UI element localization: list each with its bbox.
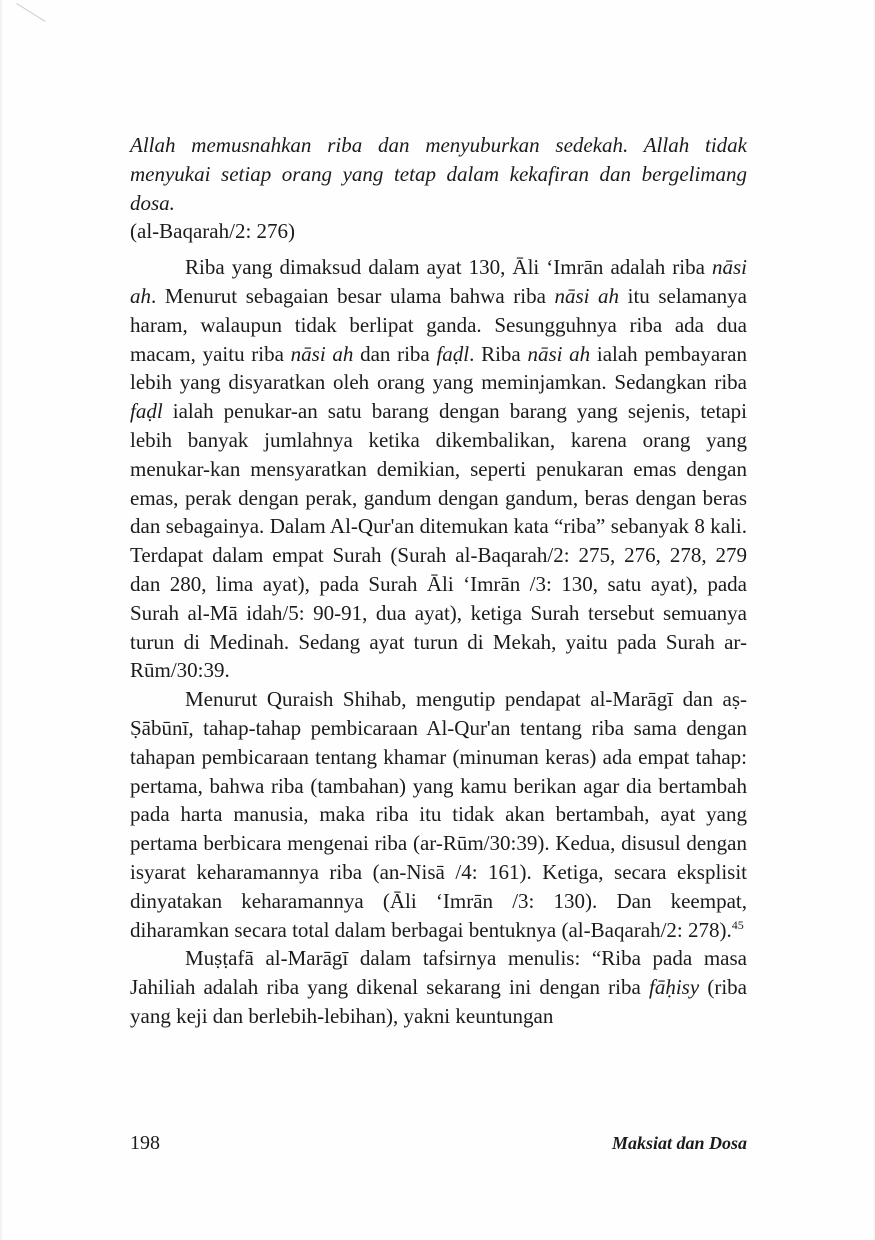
text-run: ialah penukar-an satu barang dengan barang yang sejenis, tetapi lebih banyak jumlahnya ketika dikembalikan, karena orang yang menukar-kan mensyaratkan demikian, seperti penukaran emas dengan emas, perak dengan perak, gandum dengan gandum, beras dengan beras dan sebagainya. Dalam Al-Qur'an ditemukan kata “riba” sebanyak 8 kali. Terdapat dalam empat Surah (Surah al-Baqarah/2: 275, 276, 278, 279 dan 280, lima ayat), pada Surah Āli ‘Imrān /3: 130, satu ayat), pada Surah al-Mā idah/5: 90-91, dua ayat), ketiga Surah tersebut semuanya turun di Medinah. Sedang ayat turun di Mekah, yaitu pada Surah ar-Rūm/30:39. xyxy=(130,399,747,683)
italic-run: nāsi ah xyxy=(130,255,747,308)
paragraph xyxy=(130,685,747,944)
paragraph xyxy=(130,944,747,1030)
paragraph xyxy=(130,253,747,685)
footnote-marker: 45 xyxy=(731,917,744,932)
text-run: Riba yang dimaksud dalam ayat 130, Āli ‘Imrān adalah riba xyxy=(185,255,712,280)
scan-edge-left xyxy=(0,0,3,1240)
text-run: itu selamanya haram, walaupun tidak berlipat ganda. Sesungguhnya riba ada dua macam, yaitu riba xyxy=(130,283,748,366)
italic-run: faḍl xyxy=(436,341,470,366)
text-run: . Menurut sebagaian besar ulama bahwa riba xyxy=(151,283,555,308)
text-run: ialah pembayaran lebih yang disyaratkan oleh orang yang meminjamkan. Sedangkan riba xyxy=(130,341,747,395)
text-run: . Riba xyxy=(469,341,528,366)
italic-run: nāsi ah xyxy=(290,341,354,366)
text-run: (riba yang keji dan berlebih-lebihan), yakni keuntungan xyxy=(130,975,747,1028)
text-run: Muṣṭafā al-Marāgī dalam tafsirnya menulis: “Riba pada masa Jahiliah adalah riba yang dikenal sekarang ini dengan riba xyxy=(130,946,747,1000)
text-block xyxy=(130,131,747,1031)
italic-run: faḍl xyxy=(130,399,163,424)
italic-run: fāḥisy xyxy=(649,975,700,1000)
page-number: 198 xyxy=(130,1132,160,1154)
scan-scratch-artifact xyxy=(16,3,45,22)
quote xyxy=(130,131,747,217)
italic-run: nāsi ah xyxy=(554,283,620,308)
text-run: (al-Baqarah/2: 276) xyxy=(130,219,296,244)
text-run: dan riba xyxy=(353,341,437,366)
text-run: Menurut Quraish Shihab, mengutip pendapat al-Marāgī dan aṣ-Ṣābūnī, tahap-tahap pembicaraan Al-Qur'an tentang riba sama dengan tahapan pembicaraan tentang khamar (minuman keras) ada empat tahap: pertama, bahwa riba (tambahan) yang kamu berikan agar dia bertambah pada harta manusia, maka riba itu tidak akan bertambah, ayat yang pertama berbicara mengenai riba (ar-Rūm/30:39). Kedua, disusul dengan isyarat keharamannya riba (an-Nisā /4: 161). Ketiga, secara eksplisit dinyatakan keharamannya (Āli ‘Imrān /3: 130). Dan keempat, diharamkan secara total dalam berbagai bentuknya (al-Baqarah/2: 278). xyxy=(130,687,747,942)
italic-run: nāsi ah xyxy=(527,341,591,366)
page-footer xyxy=(130,1132,747,1155)
italic-run: Allah memusnahkan riba dan menyuburkan sedekah. Allah tidak menyukai setiap orang yang tetap dalam kekafiran dan bergelimang dosa. xyxy=(130,133,747,215)
running-title: Maksiat dan Dosa xyxy=(611,1133,747,1153)
citation xyxy=(130,217,747,246)
